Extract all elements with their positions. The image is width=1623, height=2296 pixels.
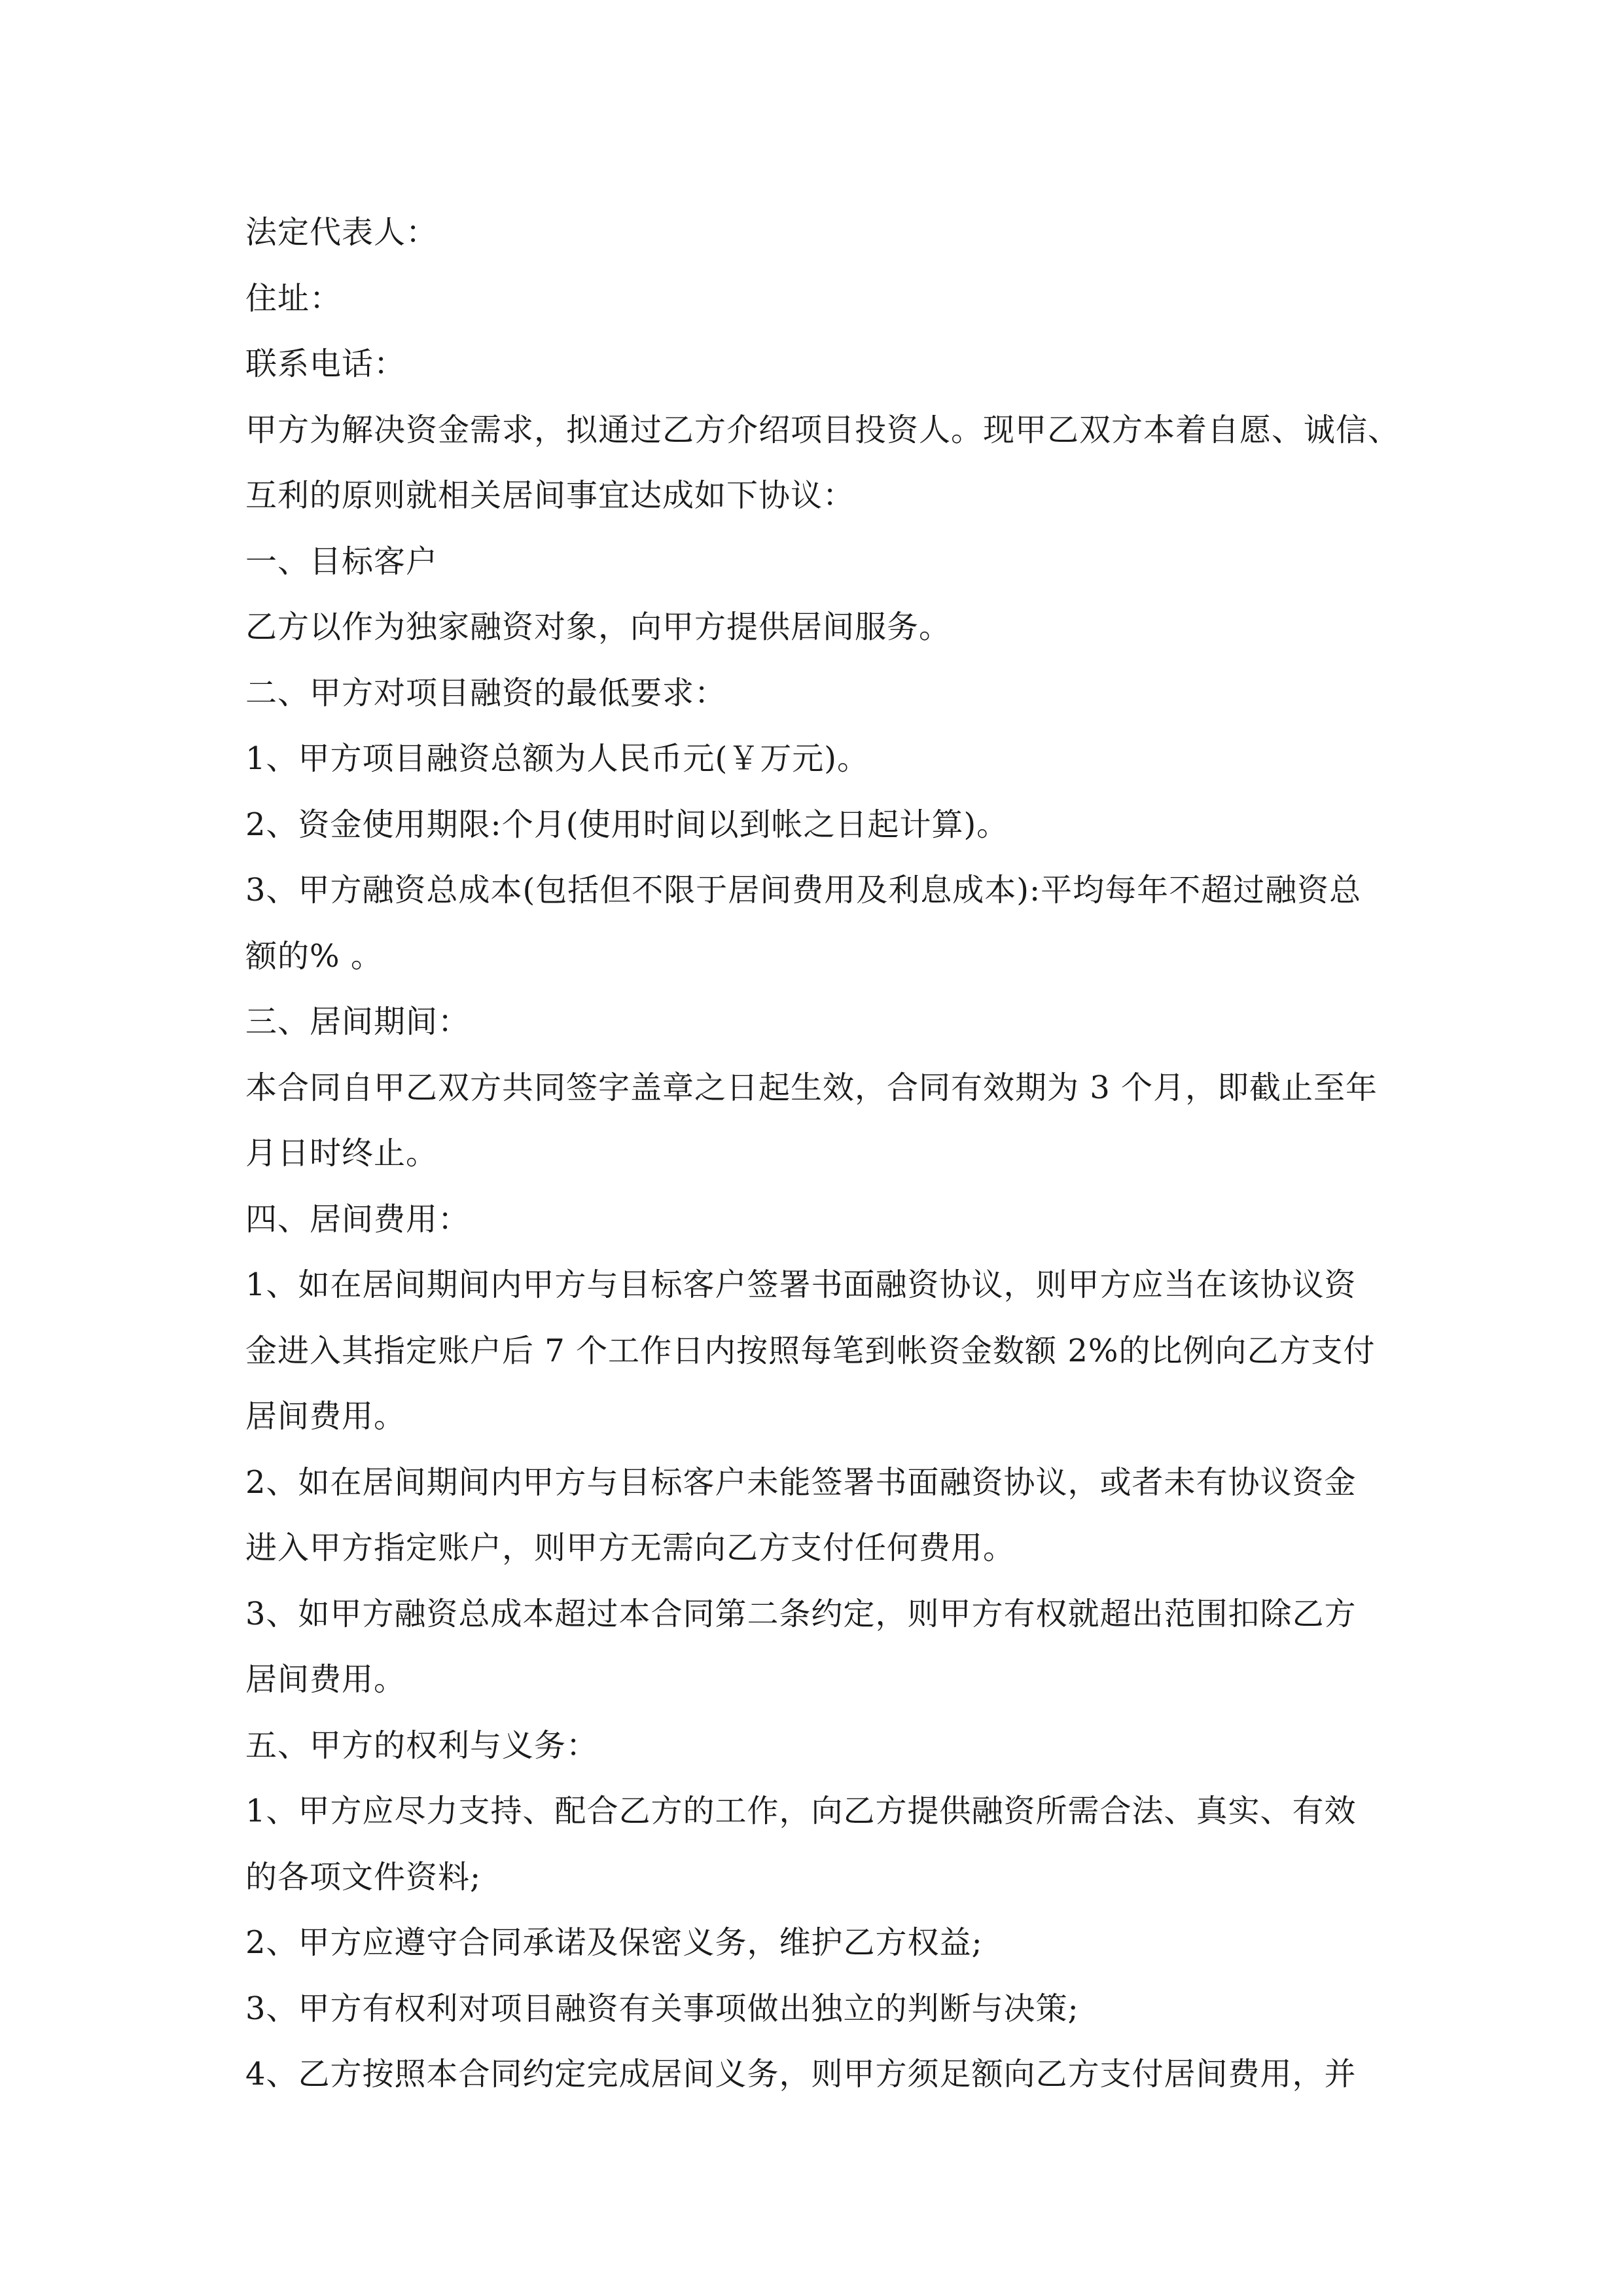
line-address: 住址： <box>245 279 342 317</box>
section-heading-3: 三、居间期间： <box>245 1003 471 1040</box>
paragraph-intro-line-1: 甲方为解决资金需求，拟通过乙方介绍项目投资人。现甲乙双方本着自愿、诚信、 <box>245 411 1400 448</box>
section-1-text: 乙方以作为独家融资对象，向甲方提供居间服务。 <box>245 609 952 645</box>
line-contact-phone: 联系电话： <box>245 346 406 382</box>
section-3-text-line-2: 月日时终止。 <box>245 1135 438 1172</box>
section-4-item-3-line-1: 3、如甲方融资总成本超过本合同第二条约定，则甲方有权就超出范围扣除乙方 <box>245 1595 1357 1632</box>
section-4-item-1-line-1: 1、如在居间期间内甲方与目标客户签署书面融资协议，则甲方应当在该协议资 <box>245 1266 1357 1303</box>
section-heading-1: 一、目标客户 <box>245 543 438 580</box>
paragraph-intro-line-2: 互利的原则就相关居间事宜达成如下协议： <box>245 477 855 514</box>
section-5-item-2: 2、甲方应遵守合同承诺及保密义务，维护乙方权益; <box>245 1924 983 1961</box>
line-legal-representative: 法定代表人： <box>245 214 438 251</box>
section-heading-5: 五、甲方的权利与义务： <box>245 1727 599 1764</box>
section-4-item-1-line-2: 金进入其指定账户后 7 个工作日内按照每笔到帐资金数额 2%的比例向乙方支付 <box>245 1332 1376 1369</box>
section-3-text-line-1: 本合同自甲乙双方共同签字盖章之日起生效，合同有效期为 3 个月，即截止至年 <box>245 1069 1378 1106</box>
document-body <box>245 200 1400 2108</box>
section-4-item-2-line-2: 进入甲方指定账户，则甲方无需向乙方支付任何费用。 <box>245 1530 1016 1566</box>
section-5-item-1-line-2: 的各项文件资料; <box>245 1858 482 1895</box>
section-4-item-1-line-3: 居间费用。 <box>245 1398 406 1435</box>
section-2-item-1: 1、甲方项目融资总额为人民币元(￥万元)。 <box>245 740 869 777</box>
section-2-item-3-line-1: 3、甲方融资总成本(包括但不限于居间费用及利息成本):平均每年不超过融资总 <box>245 872 1362 908</box>
section-heading-2: 二、甲方对项目融资的最低要求： <box>245 674 727 711</box>
section-4-item-2-line-1: 2、如在居间期间内甲方与目标客户未能签署书面融资协议，或者未有协议资金 <box>245 1463 1357 1501</box>
section-5-item-4: 4、乙方按照本合同约定完成居间义务，则甲方须足额向乙方支付居间费用，并 <box>245 2056 1357 2092</box>
section-5-item-3: 3、甲方有权利对项目融资有关事项做出独立的判断与决策; <box>245 1990 1079 2027</box>
section-5-item-1-line-1: 1、甲方应尽力支持、配合乙方的工作，向乙方提供融资所需合法、真实、有效 <box>245 1793 1357 1829</box>
section-4-item-3-line-2: 居间费用。 <box>245 1661 406 1698</box>
section-2-item-3-line-2: 额的% 。 <box>245 937 383 975</box>
section-2-item-2: 2、资金使用期限:个月(使用时间以到帐之日起计算)。 <box>245 806 1009 843</box>
section-heading-4: 四、居间费用： <box>245 1200 471 1238</box>
